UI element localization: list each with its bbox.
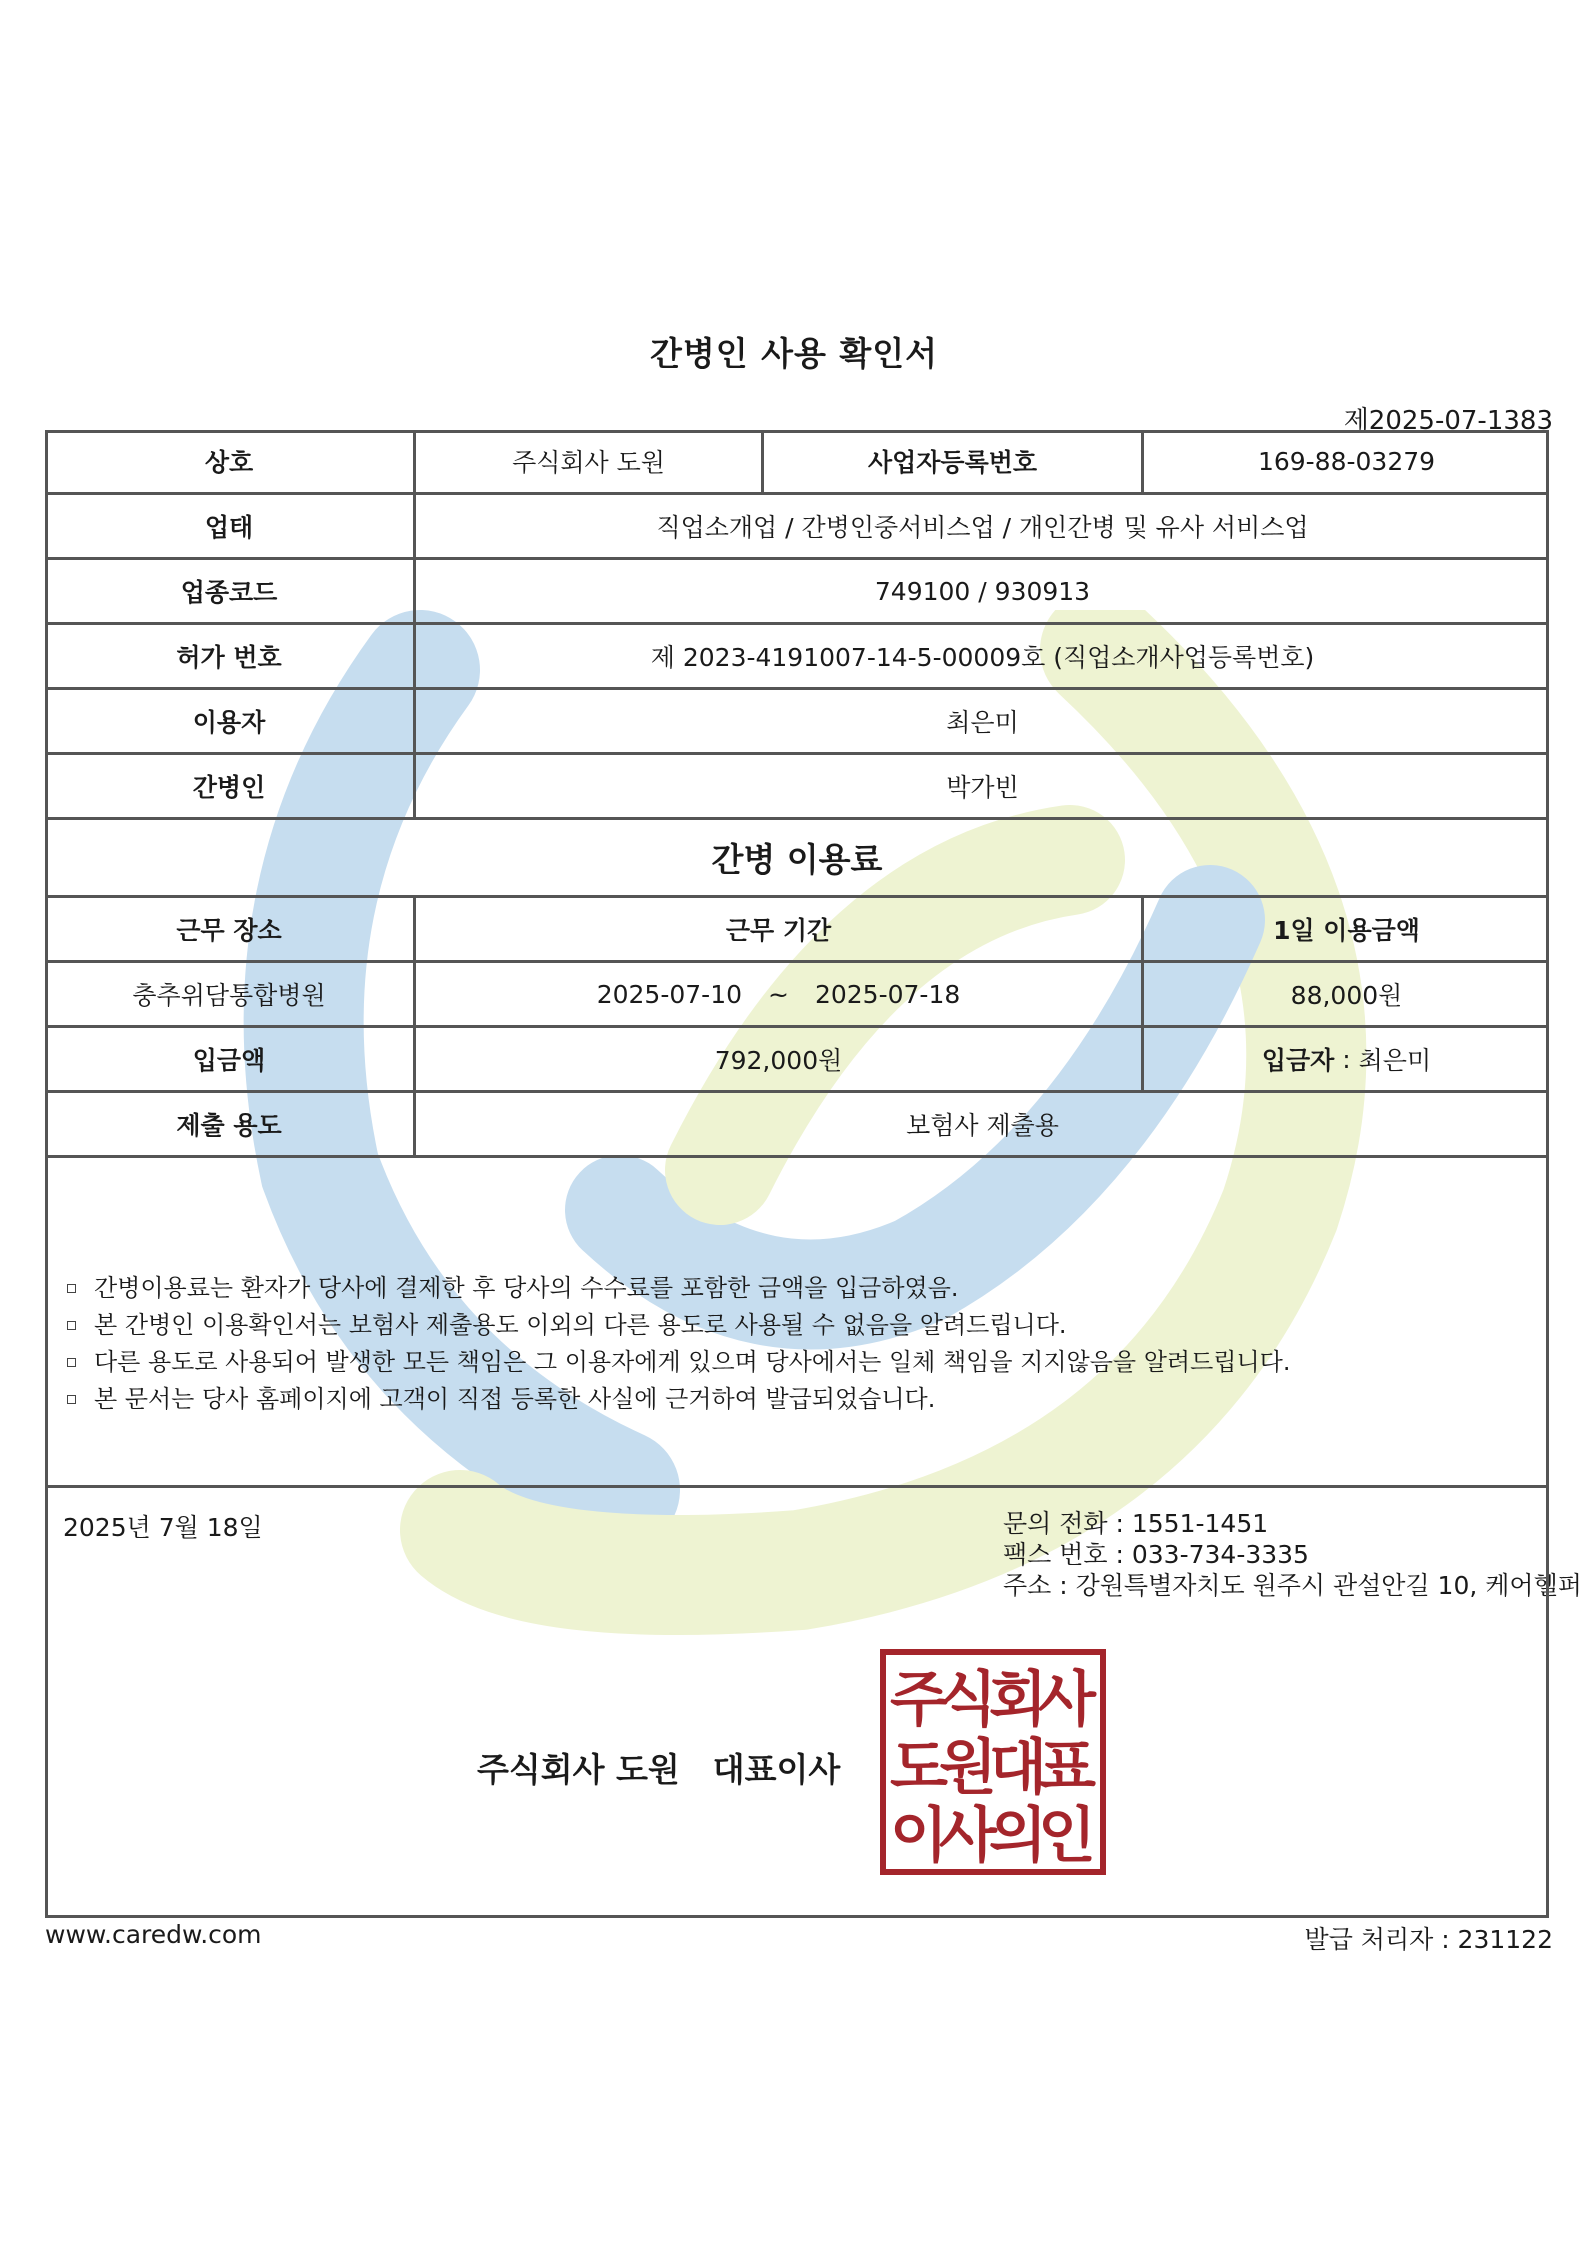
label-license-number: 허가 번호 bbox=[176, 643, 282, 672]
label-company-name: 상호 bbox=[204, 448, 254, 477]
issuer-name: 주식회사 도원 대표이사 bbox=[477, 1750, 841, 1789]
website-url: www.caredw.com bbox=[45, 1920, 262, 1949]
business-type: 직업소개업 / 간병인중서비스업 / 개인간병 및 유사 서비스업 bbox=[413, 495, 1549, 557]
contact-info bbox=[1003, 1508, 1582, 1601]
caregiver-name: 박가빈 bbox=[413, 755, 1549, 817]
industry-code: 749100 / 930913 bbox=[413, 560, 1549, 622]
contact-address: 주소 : 강원특별자치도 원주시 관설안길 10, 케어헬퍼 bbox=[1003, 1571, 1582, 1600]
certificate-table bbox=[45, 430, 1582, 1918]
issue-processor: 발급 처리자 : 231122 bbox=[1304, 1925, 1553, 1954]
company-seal-stamp bbox=[879, 1648, 1107, 1876]
license-number: 제 2023-4191007-14-5-00009호 (직업소개사업등록번호) bbox=[413, 625, 1549, 687]
row-purpose bbox=[45, 1093, 1549, 1158]
notes-section bbox=[45, 1158, 1549, 1488]
label-work-period: 근무 기간 bbox=[413, 898, 1141, 960]
period-end: 2025-07-18 bbox=[814, 979, 961, 1009]
label-depositor: 입금자 bbox=[1261, 1046, 1335, 1075]
svg-text:대: 대 bbox=[989, 1733, 1047, 1803]
svg-text:사: 사 bbox=[1038, 1665, 1096, 1735]
label-purpose: 제출 용도 bbox=[176, 1111, 282, 1140]
row-deposit bbox=[45, 1028, 1549, 1093]
svg-text:주: 주 bbox=[890, 1665, 948, 1735]
row-caregiver bbox=[45, 755, 1549, 820]
note-text: 다른 용도로 사용되어 발생한 모든 책임은 그 이용자에게 있으며 당사에서는 일체 책임을 지지않음을 알려드립니다. bbox=[94, 1348, 1291, 1376]
label-daily-amount: 1일 이용금액 bbox=[1141, 898, 1549, 960]
document-number: 제2025-07-1383 bbox=[1343, 406, 1553, 436]
notes-list bbox=[67, 1270, 1290, 1418]
label-deposit: 입금액 bbox=[192, 1046, 266, 1075]
row-license bbox=[45, 625, 1549, 690]
depositor-separator: : bbox=[1334, 1044, 1359, 1074]
purpose: 보험사 제출용 bbox=[413, 1093, 1549, 1155]
row-fee-values bbox=[45, 963, 1549, 1028]
svg-text:도: 도 bbox=[890, 1733, 948, 1803]
company-name: 주식회사 도원 bbox=[413, 430, 761, 492]
label-registration-number: 사업자등록번호 bbox=[761, 430, 1141, 492]
note-text: 본 간병인 이용확인서는 보험사 제출용도 이외의 다른 용도로 사용될 수 없음을 알려드립니다. bbox=[94, 1311, 1067, 1339]
row-fee-section bbox=[45, 820, 1549, 898]
note-item bbox=[67, 1307, 1290, 1344]
user-name: 최은미 bbox=[413, 690, 1549, 752]
registration-number: 169-88-03279 bbox=[1141, 430, 1549, 492]
svg-text:사: 사 bbox=[939, 1801, 997, 1871]
svg-text:회: 회 bbox=[989, 1665, 1047, 1735]
label-caregiver: 간병인 bbox=[192, 773, 266, 802]
svg-text:의: 의 bbox=[989, 1801, 1047, 1871]
note-text: 본 문서는 당사 홈페이지에 고객이 직접 등록한 사실에 근거하여 발급되었습니다. bbox=[94, 1385, 936, 1413]
square-bullet-icon bbox=[67, 1358, 76, 1367]
fee-section-title: 간병 이용료 bbox=[711, 840, 883, 879]
note-item bbox=[67, 1344, 1290, 1381]
label-industry-code: 업종코드 bbox=[180, 578, 278, 607]
label-user: 이용자 bbox=[192, 708, 266, 737]
period-separator: ~ bbox=[768, 979, 789, 1009]
row-fee-header bbox=[45, 898, 1549, 963]
issue-date: 2025년 7월 18일 bbox=[63, 1513, 263, 1542]
row-industry-code bbox=[45, 560, 1549, 625]
work-place: 충추위담통합병원 bbox=[132, 981, 326, 1010]
square-bullet-icon bbox=[67, 1284, 76, 1293]
depositor-name: 최은미 bbox=[1358, 1046, 1432, 1075]
row-business-type bbox=[45, 495, 1549, 560]
square-bullet-icon bbox=[67, 1321, 76, 1330]
document-title: 간병인 사용 확인서 bbox=[649, 334, 938, 373]
row-company bbox=[45, 430, 1549, 495]
svg-text:이: 이 bbox=[890, 1801, 948, 1871]
deposit-amount: 792,000원 bbox=[413, 1028, 1141, 1090]
svg-text:인: 인 bbox=[1038, 1801, 1096, 1871]
depositor bbox=[1141, 1028, 1549, 1090]
label-work-place: 근무 장소 bbox=[176, 916, 282, 945]
svg-text:식: 식 bbox=[939, 1665, 997, 1735]
work-period bbox=[413, 963, 1141, 1025]
label-business-type: 업태 bbox=[204, 513, 254, 542]
square-bullet-icon bbox=[67, 1395, 76, 1404]
row-user bbox=[45, 690, 1549, 755]
contact-fax: 팩스 번호 : 033-734-3335 bbox=[1003, 1540, 1309, 1569]
period-start: 2025-07-10 bbox=[596, 979, 743, 1009]
daily-amount: 88,000원 bbox=[1141, 963, 1549, 1025]
svg-text:표: 표 bbox=[1038, 1733, 1096, 1803]
note-item bbox=[67, 1270, 1290, 1307]
note-text: 간병이용료는 환자가 당사에 결제한 후 당사의 수수료를 포함한 금액을 입금하였음. bbox=[94, 1274, 959, 1302]
contact-phone: 문의 전화 : 1551-1451 bbox=[1003, 1509, 1269, 1538]
svg-text:원: 원 bbox=[939, 1733, 997, 1803]
note-item bbox=[67, 1381, 1290, 1418]
